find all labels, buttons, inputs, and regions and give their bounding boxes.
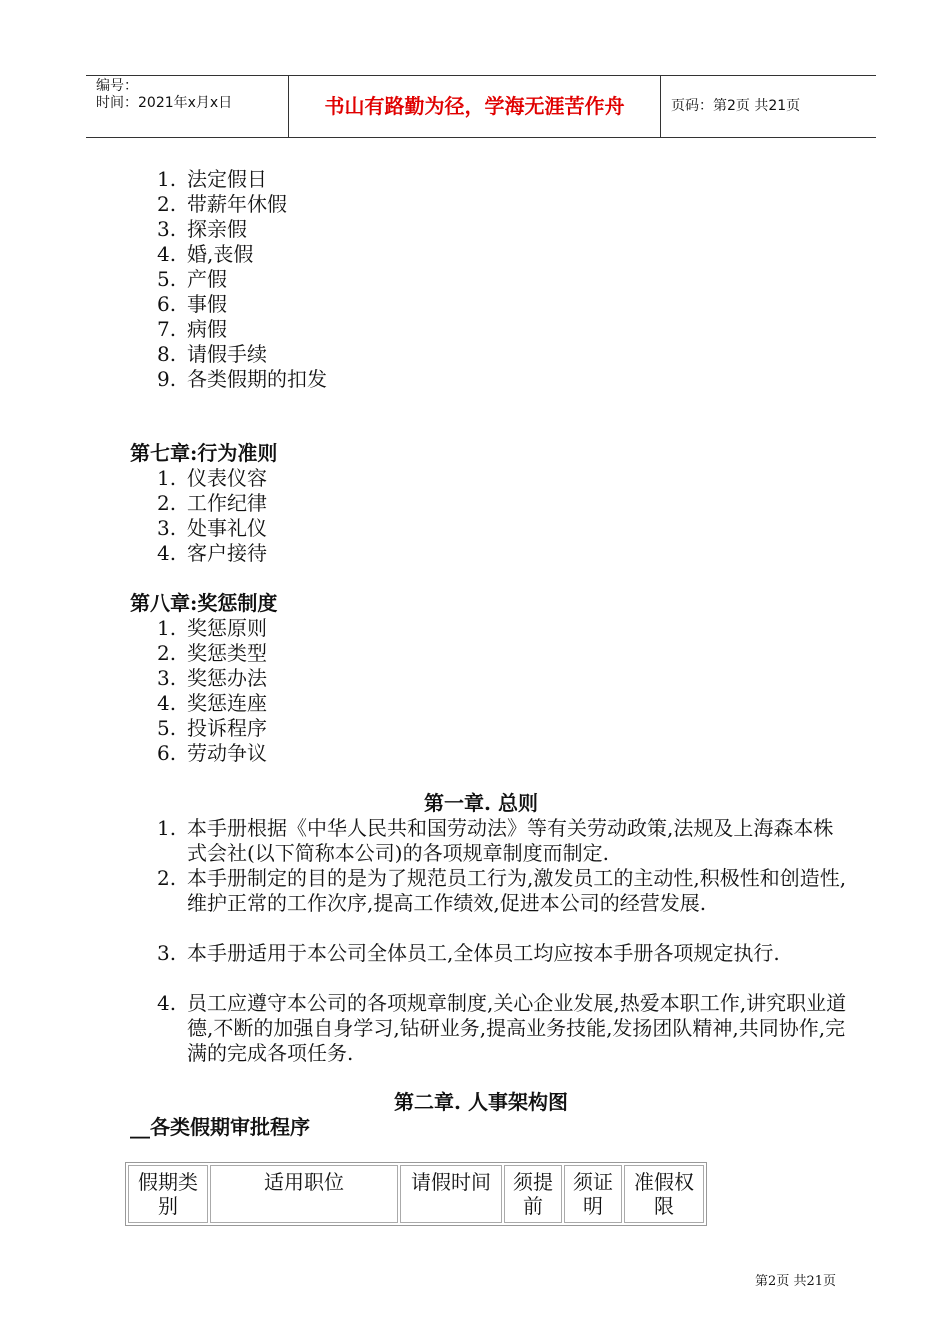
page-footer: 第2页 共21页	[755, 1274, 836, 1289]
table-header-cell: 假期类别	[128, 1165, 208, 1223]
header-divider	[660, 76, 661, 137]
table-header-cell: 须提前	[504, 1165, 562, 1223]
chapter7-title: 第七章:行为准则	[130, 441, 278, 465]
leave-approval-table	[125, 1162, 707, 1226]
table-header-cell: 准假权限	[624, 1165, 704, 1223]
approval-section-title: __各类假期审批程序	[130, 1115, 310, 1139]
chapter1-title: 第一章. 总则	[424, 791, 538, 815]
chapter8-title: 第八章:奖惩制度	[130, 591, 278, 615]
time-label: 时间：2021年x月x日	[96, 95, 233, 111]
header-motto: 书山有路勤为径，学海无涯苦作舟	[324, 94, 625, 118]
table-header-row	[128, 1165, 704, 1223]
table-header-cell: 请假时间	[400, 1165, 502, 1223]
header-page-number: 页码：第2页 共21页	[671, 98, 801, 114]
header-meta	[86, 76, 288, 137]
table-header-cell: 须证明	[564, 1165, 622, 1223]
table-header-cell: 适用职位	[210, 1165, 398, 1223]
page-header	[86, 75, 876, 138]
code-label: 编号：	[96, 78, 138, 94]
chapter2-title: 第二章. 人事架构图	[394, 1090, 568, 1114]
